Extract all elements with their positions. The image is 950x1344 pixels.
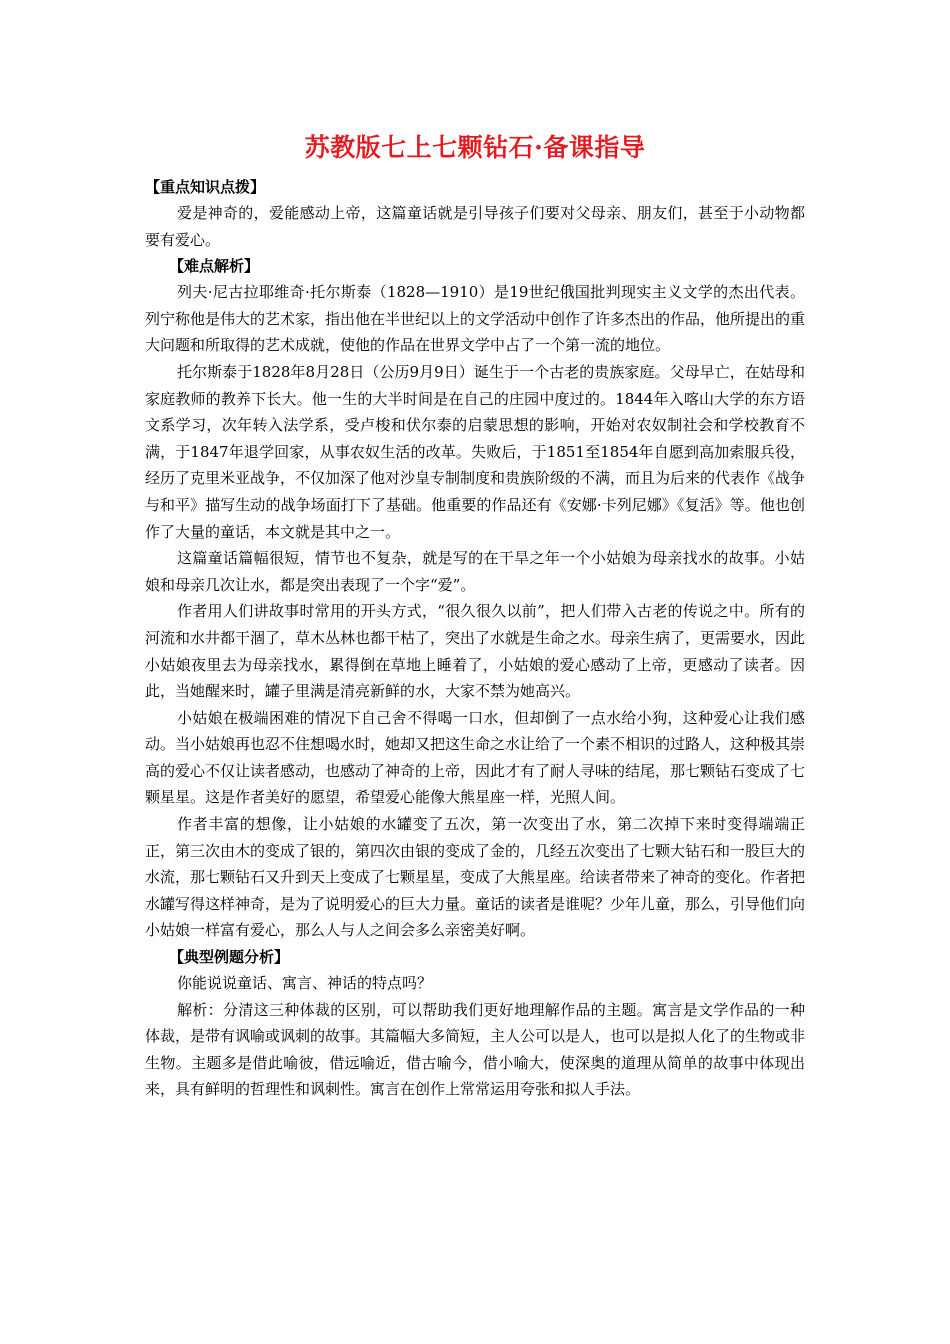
document-body: [145, 128, 805, 1103]
document-title: 苏教版七上七颗钻石·备课指导: [304, 133, 646, 162]
paragraph: 爱是神奇的，爱能感动上帝，这篇童话就是引导孩子们要对父母亲、朋友们，甚至于小动物都要有爱心。: [145, 204, 805, 249]
paragraph: 列夫·尼古拉耶维奇·托尔斯泰（1828—1910）是19世纪俄国批判现实主义文学的杰出代表。列宁称他是伟大的艺术家，指出他在半世纪以上的文学活动中创作了许多杰出的作品，他所提出的重大问题和所取得的艺术成就，使他的作品在世界文学中占了一个第一流的地位。: [145, 283, 806, 355]
paragraph: 作者用人们讲故事时常用的开头方式，“很久很久以前”，把人们带入古老的传说之中。所有的河流和水井都干涸了，草木丛林也都干枯了，突出了水就是生命之水。母亲生病了，更需要水，因此小姑娘夜里去为母亲找水，累得倒在草地上睡着了，小姑娘的爱心感动了上帝，更感动了读者。因此，当她醒来时，罐子里满是清亮新鲜的水，大家不禁为她高兴。: [145, 602, 806, 701]
paragraph: 托尔斯泰于1828年8月28日（公历9月9日）诞生于一个古老的贵族家庭。父母早亡，在姑母和家庭教师的教养下长大。他一生的大半时间是在自己的庄园中度过的。1844年入喀山大学的东方语文系学习，次年转入法学系，受卢梭和伏尔泰的启蒙思想的影响，开始对农奴制社会和学校教育不满，于1847年退学回家，从事农奴生活的改革。失败后，于1851至1854年自愿到高加索服兵役，经历了克里米亚战争，不仅加深了他对沙皇专制制度和贵族阶级的不满，而且为后来的代表作《战争与和平》描写生动的战争场面打下了基础。他重要的作品还有《安娜·卡列尼娜》《复活》等。他也创作了大量的童话，本文就是其中之一。: [145, 362, 806, 541]
paragraph: 作者丰富的想像，让小姑娘的水罐变了五次，第一次变出了水，第二次掉下来时变得端端正正，第三次由木的变成了银的，第四次由银的变成了金的，几经五次变出了七颗大钻石和一股巨大的水流，那七颗钻石又升到天上变成了七颗星星，变成了大熊星座。给读者带来了神奇的变化。作者把水罐写得这样神奇，是为了说明爱心的巨大力量。童话的读者是谁呢？少年儿童，那么，引导他们向小姑娘一样富有爱心，那么人与人之间会多么亲密美好啊。: [145, 815, 806, 940]
section-heading-key-points: 【重点知识点拨】: [145, 178, 266, 196]
paragraph: 这篇童话篇幅很短，情节也不复杂，就是写的在干旱之年一个小姑娘为母亲找水的故事。小姑娘和母亲几次让水，都是突出表现了一个字“爱”。: [145, 549, 805, 594]
paragraph: 小姑娘在极端困难的情况下自己舍不得喝一口水，但却倒了一点水给小狗，这种爱心让我们感动。当小姑娘再也忍不住想喝水时，她却又把这生命之水让给了一个素不相识的过路人，这种极其崇高的爱心不仅让读者感动，也感动了神奇的上帝，因此才有了耐人寻味的结尾，那七颗钻石变成了七颗星星。这是作者美好的愿望，希望爱心能像大熊星座一样，光照人间。: [145, 708, 806, 807]
paragraph: 解析：分清这三种体裁的区别，可以帮助我们更好地理解作品的主题。寓言是文学作品的一种体裁，是带有讽喻或讽刺的故事。其篇幅大多简短，主人公可以是人，也可以是拟人化了的生物或非生物。主题多是借此喻彼，借远喻近，借古喻今，借小喻大，使深奥的道理从简单的故事中体现出来，具有鲜明的哲理性和讽刺性。寓言在创作上常常运用夸张和拟人手法。: [145, 1000, 806, 1099]
section-heading-example-analysis: 【典型例题分析】: [169, 948, 290, 967]
paragraph: 你能说说童话、寓言、神话的特点吗？: [177, 974, 433, 993]
section-heading-difficulty-analysis: 【难点解析】: [169, 257, 260, 276]
